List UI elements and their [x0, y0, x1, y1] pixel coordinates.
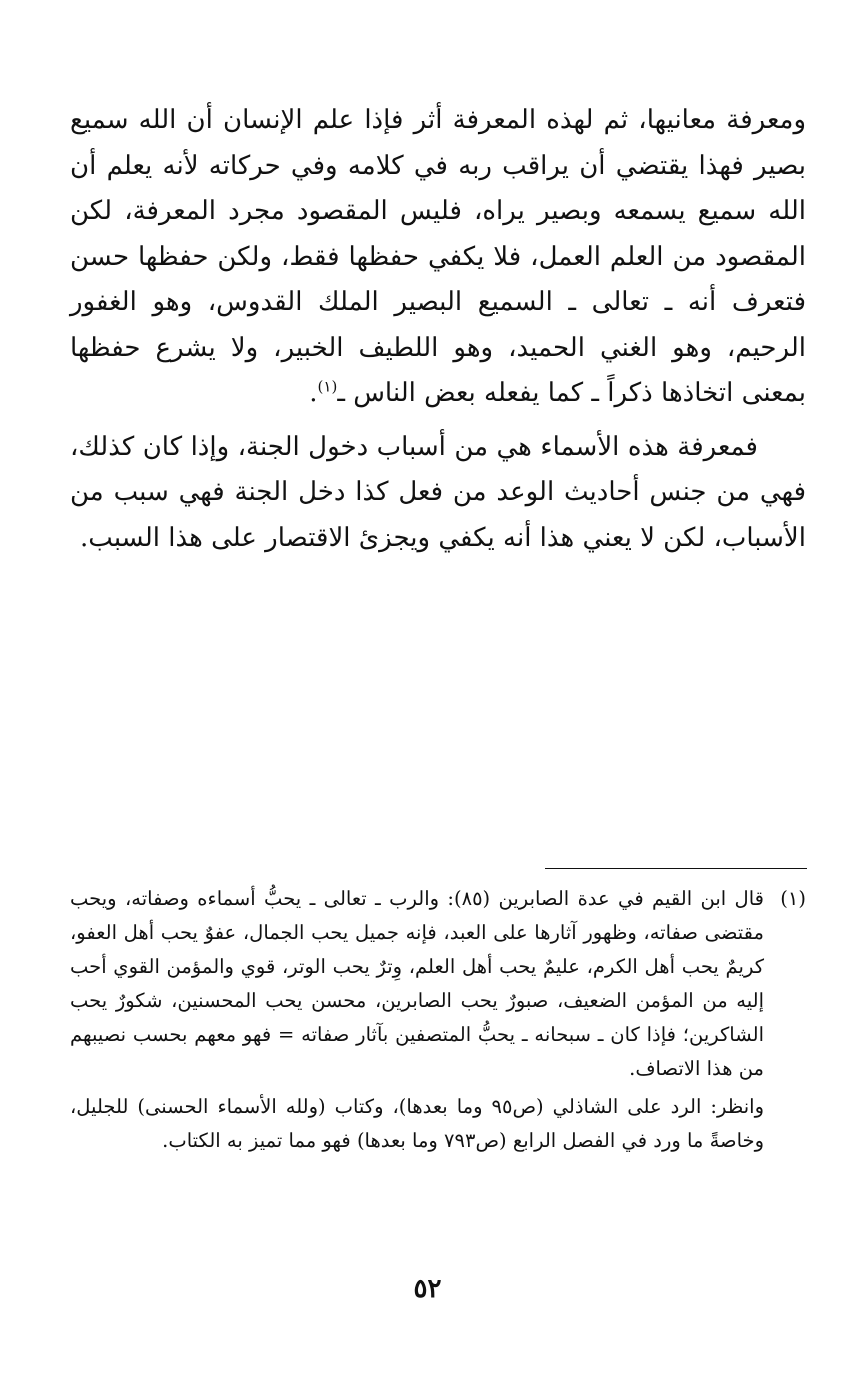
page-number: ٥٢ [413, 1274, 442, 1304]
footnote-separator [545, 868, 807, 869]
paragraph-1 [70, 98, 806, 417]
footnote-body [70, 882, 764, 1158]
footnote-text-1: قال ابن القيم في عدة الصابرين (٨٥): والرب ـ تعالى ـ يحبُّ أسماءه وصفاته، ويحب مقتضى صفاته، وظهور آثارها على العبد، فإنه جميل يحب الجمال، عفوٌ يحب أهل العفو، كريمٌ يحب أهل الكرم، عليمٌ يحب أهل العلم، وِترٌ يحب الوتر، قوي والمؤمن القوي أحب إليه من المؤمن الضعيف، صبورٌ يحب الصابرين، محسن يحب المحسنين، شكورٌ يحب الشاكرين؛ فإذا كان ـ سبحانه ـ يحبُّ المتصفين بآثار صفاته = فهو معهم بحسب نصيبهم من هذا الاتصاف. [70, 887, 764, 1080]
footnote-item [70, 882, 806, 1158]
paragraph-1-end: . [309, 378, 318, 408]
footnote-text-2: وانظر: الرد على الشاذلي (ص٩٥ وما بعدها)، وكتاب (ولله الأسماء الحسنى) للجليل، وخاصةً ما ورد في الفصل الرابع (ص٧٩٣ وما بعدها) فهو مما تميز به الكتاب. [70, 1095, 764, 1152]
footnotes-section [70, 882, 806, 1158]
paragraph-2: فمعرفة هذه الأسماء هي من أسباب دخول الجنة، وإذا كان كذلك، فهي من جنس أحاديث الوعد من فعل كذا دخل الجنة فهي سبب من الأسباب، لكن لا يعني هذا أنه يكفي ويجزئ الاقتصار على هذا السبب. [70, 431, 806, 553]
paragraph-1-text: ومعرفة معانيها، ثم لهذه المعرفة أثر فإذا علم الإنسان أن الله سميع بصير فهذا يقتضي أن يراقب ربه في كلامه وفي حركاته لأنه يعلم أن الله سميع يسمعه وبصير يراه، فليس المقصود مجرد المعرفة، لكن المقصود من العلم العمل، فلا يكفي حفظها فقط، ولكن حفظها حسن فتعرف أنه ـ تعالى ـ السميع البصير الملك القدوس، وهو الغفور الرحيم، وهو الغني الحميد، وهو اللطيف الخبير، ولا يشرع حفظها بمعنى اتخاذها ذكراً ـ كما يفعله بعض الناس ـ [70, 105, 806, 408]
footnote-reference[interactable]: (١) [317, 377, 338, 396]
main-text [70, 98, 806, 561]
footnote-marker: (١) [780, 887, 806, 910]
